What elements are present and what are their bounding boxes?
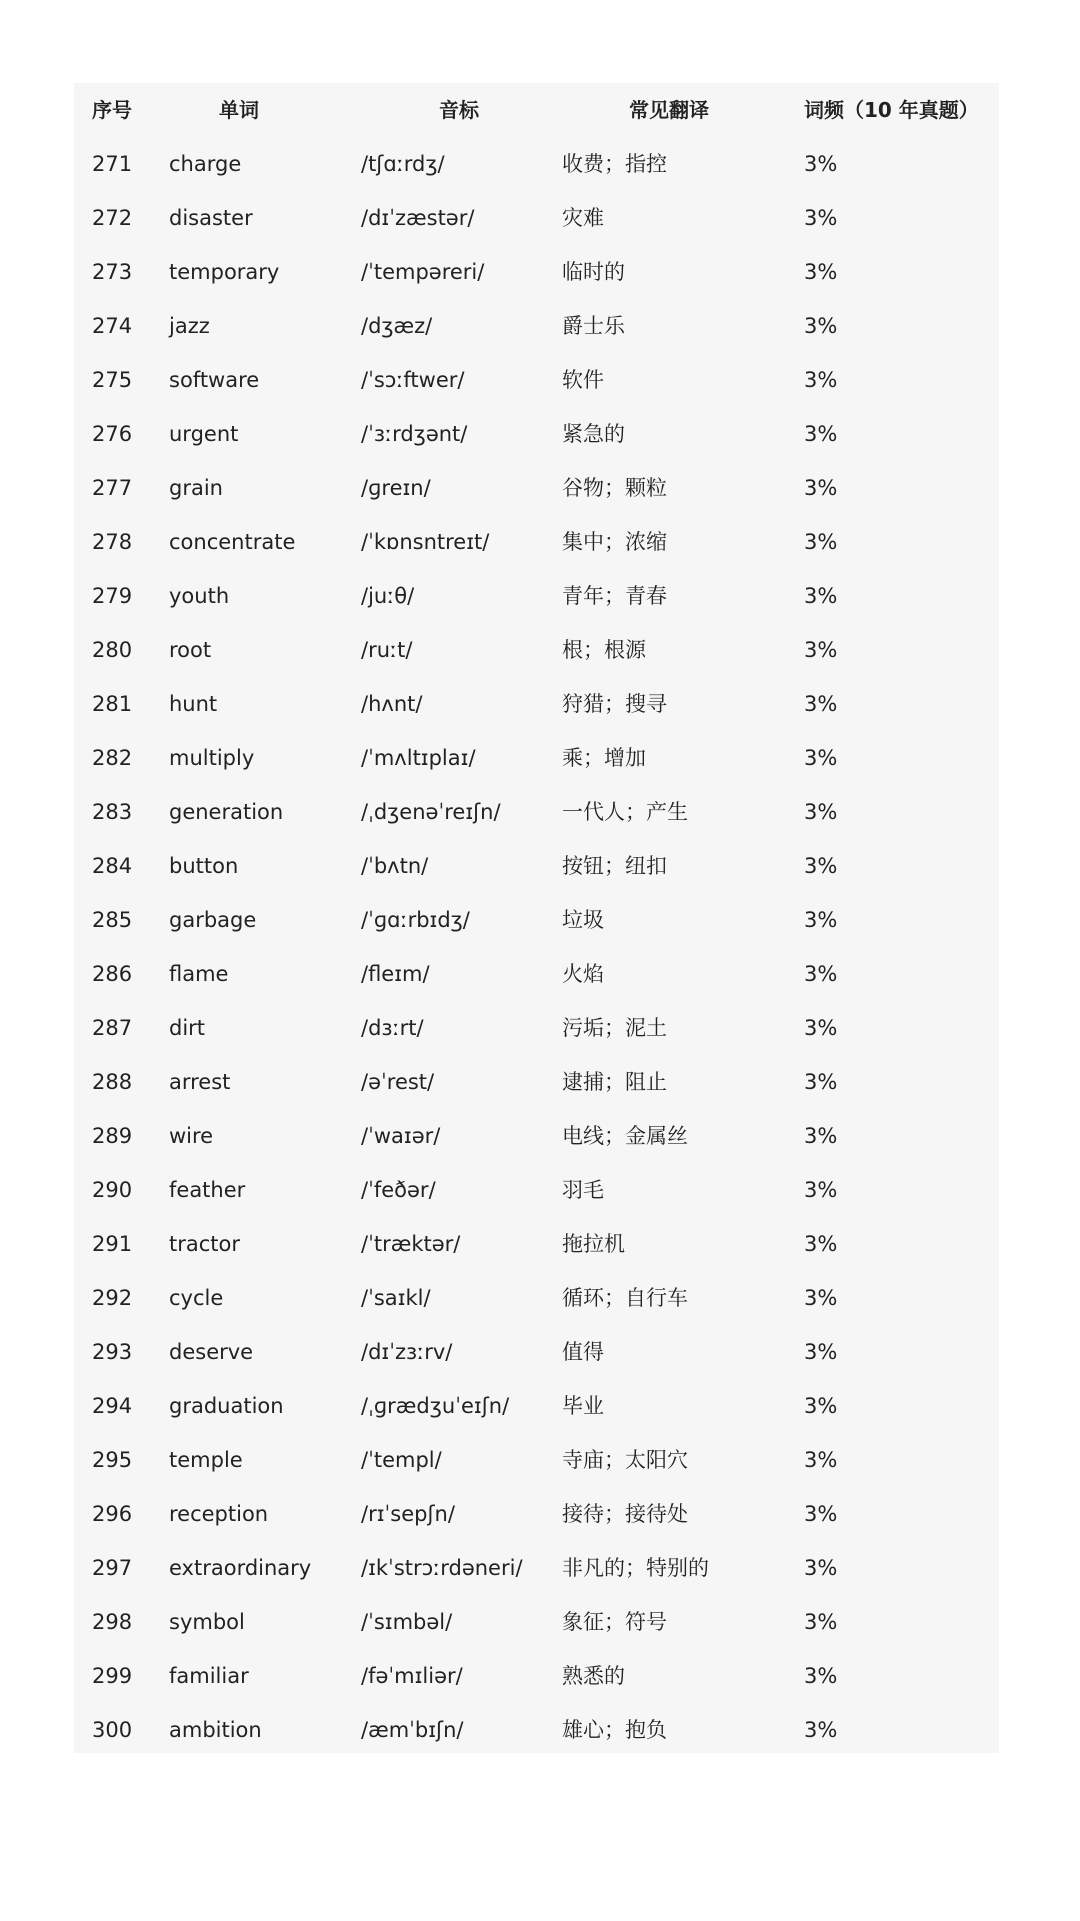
row-ipa: /ˈsaɪkl/	[361, 1286, 431, 1310]
row-frequency: 3%	[804, 530, 838, 554]
row-ipa: /ˈtræktər/	[361, 1232, 461, 1256]
row-frequency: 3%	[804, 1070, 838, 1094]
table-header	[74, 83, 999, 137]
table-row	[74, 1379, 999, 1433]
row-frequency: 3%	[804, 368, 838, 392]
row-ipa: /ruːt/	[361, 638, 413, 662]
row-frequency: 3%	[804, 1286, 838, 1310]
table-row	[74, 1217, 999, 1271]
row-translation: 灾难	[562, 206, 604, 230]
table-row	[74, 623, 999, 677]
row-translation: 垃圾	[562, 908, 604, 932]
header-translation: 常见翻译	[629, 98, 709, 122]
row-translation: 接待；接待处	[562, 1502, 688, 1526]
table-row	[74, 1055, 999, 1109]
row-ipa: /ˈmʌltɪplaɪ/	[361, 746, 476, 770]
row-translation: 熟悉的	[562, 1664, 625, 1688]
row-frequency: 3%	[804, 962, 838, 986]
row-translation: 值得	[562, 1340, 604, 1364]
row-frequency: 3%	[804, 638, 838, 662]
row-frequency: 3%	[804, 584, 838, 608]
header-ipa: 音标	[439, 98, 479, 122]
table-row	[74, 947, 999, 1001]
row-num: 276	[92, 422, 133, 446]
row-num: 274	[92, 314, 133, 338]
row-word: wire	[169, 1124, 214, 1148]
table-row	[74, 1487, 999, 1541]
row-translation: 污垢；泥土	[562, 1016, 667, 1040]
row-num: 295	[92, 1448, 133, 1472]
row-translation: 雄心；抱负	[562, 1718, 667, 1742]
row-num: 284	[92, 854, 133, 878]
row-num: 272	[92, 206, 133, 230]
row-ipa: /dɪˈzɜːrv/	[361, 1340, 453, 1364]
row-translation: 电线；金属丝	[562, 1124, 688, 1148]
row-translation: 谷物；颗粒	[562, 476, 667, 500]
header-num: 序号	[92, 98, 132, 122]
row-frequency: 3%	[804, 854, 838, 878]
row-ipa: /dʒæz/	[361, 314, 433, 338]
row-translation: 集中；浓缩	[562, 530, 667, 554]
row-word: urgent	[169, 422, 239, 446]
row-word: multiply	[169, 746, 255, 770]
table-row	[74, 1541, 999, 1595]
row-word: reception	[169, 1502, 269, 1526]
table-row	[74, 893, 999, 947]
row-frequency: 3%	[804, 152, 838, 176]
row-word: dirt	[169, 1016, 206, 1040]
row-translation: 狩猎；搜寻	[562, 692, 667, 716]
row-ipa: /hʌnt/	[361, 692, 423, 716]
row-translation: 毕业	[562, 1394, 604, 1418]
row-translation: 寺庙；太阳穴	[562, 1448, 688, 1472]
row-translation: 逮捕；阻止	[562, 1070, 667, 1094]
row-word: grain	[169, 476, 223, 500]
row-word: familiar	[169, 1664, 249, 1688]
row-num: 299	[92, 1664, 133, 1688]
row-num: 281	[92, 692, 133, 716]
row-word: disaster	[169, 206, 253, 230]
row-word: charge	[169, 152, 242, 176]
row-num: 289	[92, 1124, 133, 1148]
row-num: 292	[92, 1286, 133, 1310]
row-word: tractor	[169, 1232, 240, 1256]
row-frequency: 3%	[804, 1556, 838, 1580]
row-num: 286	[92, 962, 133, 986]
row-word: button	[169, 854, 239, 878]
row-frequency: 3%	[804, 1718, 838, 1742]
row-frequency: 3%	[804, 1340, 838, 1364]
row-num: 288	[92, 1070, 133, 1094]
row-num: 282	[92, 746, 133, 770]
table-row	[74, 1271, 999, 1325]
row-translation: 拖拉机	[562, 1232, 625, 1256]
row-num: 291	[92, 1232, 133, 1256]
table-row	[74, 1703, 999, 1757]
row-translation: 羽毛	[562, 1178, 604, 1202]
row-word: temple	[169, 1448, 243, 1472]
row-word: arrest	[169, 1070, 231, 1094]
table-row	[74, 1325, 999, 1379]
row-frequency: 3%	[804, 908, 838, 932]
row-num: 283	[92, 800, 133, 824]
row-num: 296	[92, 1502, 133, 1526]
row-ipa: /ˈɜːrdʒənt/	[361, 422, 468, 446]
row-translation: 火焰	[562, 962, 604, 986]
row-frequency: 3%	[804, 1448, 838, 1472]
row-frequency: 3%	[804, 746, 838, 770]
row-word: feather	[169, 1178, 246, 1202]
row-ipa: /ˈbʌtn/	[361, 854, 429, 878]
row-translation: 非凡的；特别的	[562, 1556, 709, 1580]
table-row	[74, 461, 999, 515]
row-frequency: 3%	[804, 1232, 838, 1256]
table-row	[74, 677, 999, 731]
row-num: 287	[92, 1016, 133, 1040]
row-num: 297	[92, 1556, 133, 1580]
row-translation: 临时的	[562, 260, 625, 284]
row-ipa: /rɪˈsepʃn/	[361, 1502, 455, 1526]
row-translation: 收费；指控	[562, 152, 667, 176]
row-word: garbage	[169, 908, 257, 932]
table-row	[74, 731, 999, 785]
row-num: 279	[92, 584, 133, 608]
row-translation: 按钮；纽扣	[562, 854, 667, 878]
row-ipa: /ˈtempəreri/	[361, 260, 485, 284]
row-translation: 象征；符号	[562, 1610, 667, 1634]
row-translation: 软件	[562, 368, 604, 392]
row-frequency: 3%	[804, 422, 838, 446]
row-word: extraordinary	[169, 1556, 312, 1580]
row-frequency: 3%	[804, 1016, 838, 1040]
row-num: 280	[92, 638, 133, 662]
row-word: generation	[169, 800, 284, 824]
row-translation: 循环；自行车	[562, 1286, 688, 1310]
row-ipa: /ˈsɪmbəl/	[361, 1610, 453, 1634]
row-num: 298	[92, 1610, 133, 1634]
row-frequency: 3%	[804, 476, 838, 500]
row-ipa: /ˌɡrædʒuˈeɪʃn/	[361, 1394, 510, 1418]
row-word: graduation	[169, 1394, 284, 1418]
row-num: 277	[92, 476, 133, 500]
table-row	[74, 515, 999, 569]
header-word: 单词	[219, 98, 259, 122]
row-frequency: 3%	[804, 314, 838, 338]
row-translation: 爵士乐	[562, 314, 625, 338]
row-word: jazz	[169, 314, 210, 338]
header-frequency: 词频（10 年真题）	[804, 98, 979, 122]
row-word: software	[169, 368, 260, 392]
row-word: ambition	[169, 1718, 262, 1742]
row-ipa: /dɜːrt/	[361, 1016, 424, 1040]
row-ipa: /ˈfeðər/	[361, 1178, 436, 1202]
row-ipa: /juːθ/	[361, 584, 415, 608]
table-row	[74, 1595, 999, 1649]
row-word: temporary	[169, 260, 280, 284]
row-num: 300	[92, 1718, 133, 1742]
row-num: 275	[92, 368, 133, 392]
row-num: 285	[92, 908, 133, 932]
row-num: 290	[92, 1178, 133, 1202]
row-ipa: /ˈtempl/	[361, 1448, 442, 1472]
row-ipa: /fəˈmɪliər/	[361, 1664, 463, 1688]
table-row	[74, 245, 999, 299]
table-row	[74, 407, 999, 461]
vocabulary-table	[74, 83, 999, 1753]
row-ipa: /ˌdʒenəˈreɪʃn/	[361, 800, 501, 824]
row-ipa: /ˈɡɑːrbɪdʒ/	[361, 908, 470, 932]
row-ipa: /ɪkˈstrɔːrdəneri/	[361, 1556, 523, 1580]
row-word: youth	[169, 584, 230, 608]
row-num: 271	[92, 152, 133, 176]
row-translation: 青年；青春	[562, 584, 667, 608]
row-ipa: /tʃɑːrdʒ/	[361, 152, 445, 176]
row-ipa: /æmˈbɪʃn/	[361, 1718, 464, 1742]
row-ipa: /əˈrest/	[361, 1070, 435, 1094]
row-frequency: 3%	[804, 1664, 838, 1688]
row-word: deserve	[169, 1340, 254, 1364]
row-word: hunt	[169, 692, 218, 716]
table-row	[74, 1433, 999, 1487]
table-row	[74, 191, 999, 245]
row-translation: 一代人；产生	[562, 800, 688, 824]
table-row	[74, 839, 999, 893]
row-ipa: /ˈwaɪər/	[361, 1124, 441, 1148]
row-frequency: 3%	[804, 692, 838, 716]
row-ipa: /fleɪm/	[361, 962, 430, 986]
table-row	[74, 569, 999, 623]
row-num: 273	[92, 260, 133, 284]
row-frequency: 3%	[804, 1124, 838, 1148]
row-frequency: 3%	[804, 1502, 838, 1526]
row-frequency: 3%	[804, 1178, 838, 1202]
table-row	[74, 1163, 999, 1217]
table-row	[74, 1649, 999, 1703]
table-row	[74, 353, 999, 407]
table-row	[74, 299, 999, 353]
row-frequency: 3%	[804, 206, 838, 230]
row-num: 294	[92, 1394, 133, 1418]
table-row	[74, 1001, 999, 1055]
row-word: symbol	[169, 1610, 245, 1634]
row-ipa: /ˈsɔːftwer/	[361, 368, 465, 392]
row-word: flame	[169, 962, 229, 986]
row-frequency: 3%	[804, 800, 838, 824]
row-word: root	[169, 638, 212, 662]
row-num: 278	[92, 530, 133, 554]
row-ipa: /ɡreɪn/	[361, 476, 431, 500]
row-translation: 乘；增加	[562, 746, 646, 770]
row-num: 293	[92, 1340, 133, 1364]
table-row	[74, 1109, 999, 1163]
row-frequency: 3%	[804, 260, 838, 284]
row-translation: 紧急的	[562, 422, 625, 446]
row-ipa: /dɪˈzæstər/	[361, 206, 475, 230]
table-row	[74, 785, 999, 839]
row-word: cycle	[169, 1286, 224, 1310]
row-ipa: /ˈkɒnsntreɪt/	[361, 530, 490, 554]
row-translation: 根；根源	[562, 638, 646, 662]
row-frequency: 3%	[804, 1394, 838, 1418]
row-word: concentrate	[169, 530, 296, 554]
row-frequency: 3%	[804, 1610, 838, 1634]
table-row	[74, 137, 999, 191]
